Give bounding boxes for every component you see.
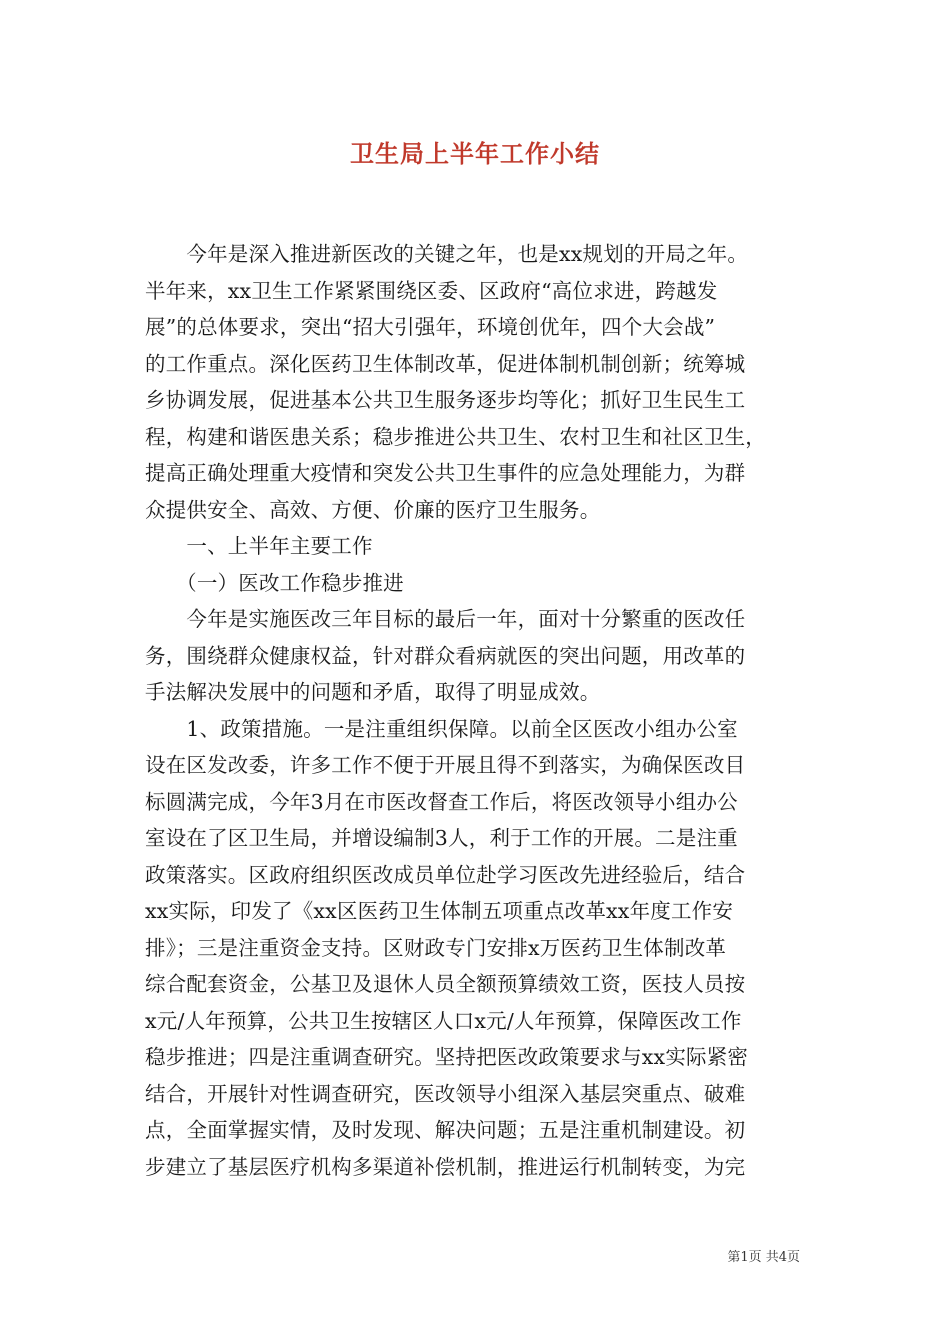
text-line: x元/人年预算，公共卫生按辖区人口x元/人年预算，保障医改工作 [145, 1008, 742, 1033]
text-line: 政策落实。区政府组织医改成员单位赴学习医改先进经验后，结合 [145, 862, 746, 887]
text-line: 稳步推进；四是注重调查研究。坚持把医改政策要求与xx实际紧密 [145, 1045, 749, 1069]
text-line: 今年是实施医改三年目标的最后一年，面对十分繁重的医改任 [145, 607, 746, 631]
text-line: 众提供安全、高效、方便、价廉的医疗卫生服务。 [145, 497, 601, 522]
text-line: 程，构建和谐医患关系；稳步推进公共卫生、农村卫生和社区卫生， [145, 424, 766, 449]
text-line: 的工作重点。深化医药卫生体制改革，促进体制机制创新；统筹城 [145, 351, 746, 376]
document-title: 卫生局上半年工作小结 [350, 139, 600, 168]
text-line: 标圆满完成，今年3月在市医改督查工作后，将医改领导小组办公 [145, 789, 738, 814]
section-heading: 一、上半年主要工作 [145, 534, 373, 558]
text-line: 室设在了区卫生局，并增设编制3人，利于工作的开展。二是注重 [145, 826, 738, 850]
text-line: 乡协调发展，促进基本公共卫生服务逐步均等化；抓好卫生民生工 [145, 388, 746, 412]
text-line: 务，围绕群众健康权益，针对群众看病就医的突出问题，用改革的 [145, 643, 746, 668]
text-line: 结合，开展针对性调查研究，医改领导小组深入基层突重点、破难 [145, 1081, 746, 1106]
text-line: 提高正确处理重大疫情和突发公共卫生事件的应急处理能力，为群 [145, 461, 746, 485]
document-body [145, 236, 810, 1185]
text-line: 点，全面掌握实情，及时发现、解决问题；五是注重机制建设。初 [145, 1118, 746, 1142]
text-line: 今年是深入推进新医改的关键之年，也是xx规划的开局之年。 [145, 242, 749, 266]
subsection-heading: （一）医改工作稳步推进 [145, 570, 404, 595]
text-line: 半年来，xx卫生工作紧紧围绕区委、区政府“高位求进，跨越发 [145, 278, 718, 303]
text-line: 综合配套资金，公基卫及退休人员全额预算绩效工资，医技人员按 [145, 972, 746, 996]
page-number: 第1页 共4页 [727, 1250, 800, 1265]
text-line: xx实际，印发了《xx区医药卫生体制五项重点改革xx年度工作安 [145, 899, 734, 923]
text-line: 步建立了基层医疗机构多渠道补偿机制，推进运行机制转变，为完 [145, 1154, 746, 1179]
text-line: 设在区发改委，许多工作不便于开展且得不到落实，为确保医改目 [145, 753, 746, 777]
text-line: 展”的总体要求，突出“招大引强年，环境创优年，四个大会战” [145, 315, 716, 339]
text-line: 手法解决发展中的问题和矛盾，取得了明显成效。 [145, 680, 601, 704]
text-line: 1、政策措施。一是注重组织保障。以前全区医改小组办公室 [145, 716, 738, 741]
text-line: 排》；三是注重资金支持。区财政专门安排x万医药卫生体制改革 [145, 935, 727, 960]
